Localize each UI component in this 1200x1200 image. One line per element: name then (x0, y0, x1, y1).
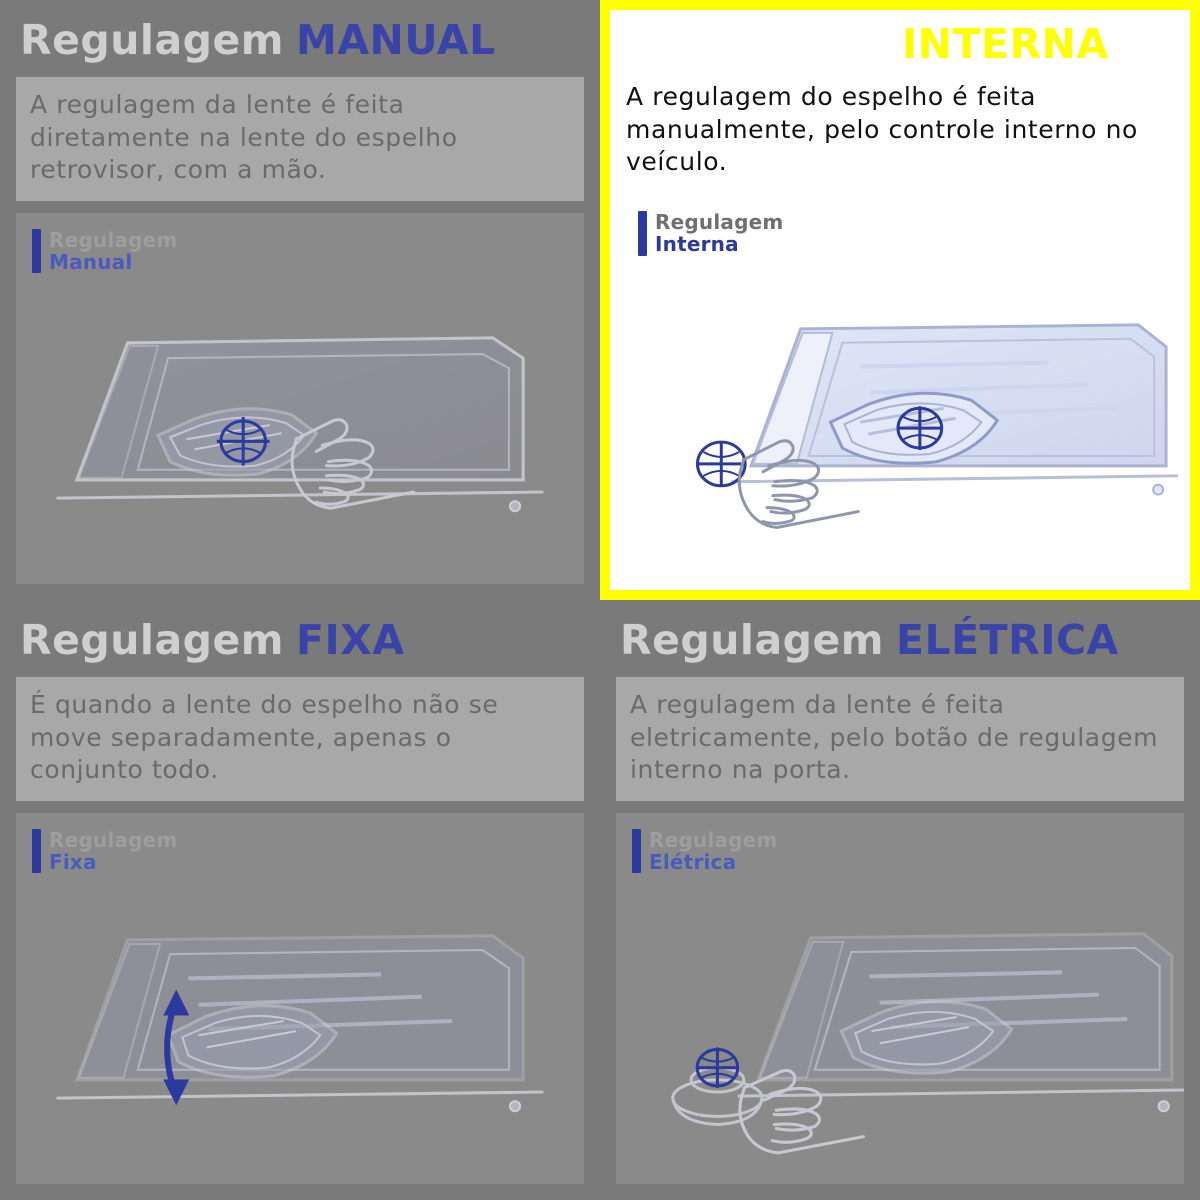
panel-fixa-figure (16, 813, 584, 1184)
panel-fixa-inner (16, 614, 584, 1184)
panel-interna-title-word1: Regulagem (626, 20, 891, 68)
panel-eletrica-title-word2: ELÉTRICA (896, 616, 1119, 664)
panel-eletrica-inner (616, 614, 1184, 1184)
panel-interna-title (626, 22, 1178, 67)
car-mirror-icon (622, 195, 1178, 578)
panel-interna-figure (622, 195, 1178, 578)
panel-interna[interactable] (600, 0, 1200, 600)
caption-line1: Regulagem (49, 827, 178, 852)
panel-manual[interactable] (0, 0, 600, 600)
panel-manual-inner (16, 14, 584, 584)
caption-line2: Manual (49, 249, 133, 274)
panel-eletrica[interactable] (600, 600, 1200, 1200)
caption-line1: Regulagem (649, 827, 778, 852)
panel-fixa-description: É quando a lente do espelho não se move separadamente, apenas o conjunto todo. (16, 677, 584, 801)
panel-interna-inner (610, 10, 1190, 590)
hand-icon (740, 1070, 864, 1152)
panel-manual-title-word1: Regulagem (20, 16, 285, 64)
panel-interna-description: A regulagem do espelho é feita manualmente, pelo controle interno no veículo. (622, 77, 1178, 189)
panel-fixa-title-word2: FIXA (296, 616, 405, 664)
panel-manual-description: A regulagem da lente é feita diretamente na lente do espelho retrovisor, com a mão. (16, 77, 584, 201)
caption-line2: Elétrica (649, 849, 737, 874)
car-mirror-icon (16, 813, 584, 1184)
caption-line2: Interna (655, 232, 739, 257)
panel-fixa[interactable] (0, 600, 600, 1200)
panel-fixa-title (20, 618, 584, 663)
panel-fixa-title-word1: Regulagem (20, 616, 285, 664)
panel-manual-title-word2: MANUAL (296, 16, 496, 64)
caption-line2: Fixa (49, 849, 97, 874)
panel-eletrica-title-word1: Regulagem (620, 616, 885, 664)
caption-line1: Regulagem (655, 210, 784, 235)
panel-eletrica-figure (616, 813, 1184, 1184)
car-mirror-icon (16, 213, 584, 584)
panel-interna-title-word2: INTERNA (902, 20, 1109, 68)
panel-manual-title (20, 18, 584, 63)
car-mirror-icon (616, 813, 1184, 1184)
panel-eletrica-description: A regulagem da lente é feita eletricamente, pelo botão de regulagem interno na porta. (616, 677, 1184, 801)
caption-line1: Regulagem (49, 227, 178, 252)
panel-eletrica-title (620, 618, 1184, 663)
panel-manual-figure (16, 213, 584, 584)
adjust-target-icon (898, 406, 942, 450)
